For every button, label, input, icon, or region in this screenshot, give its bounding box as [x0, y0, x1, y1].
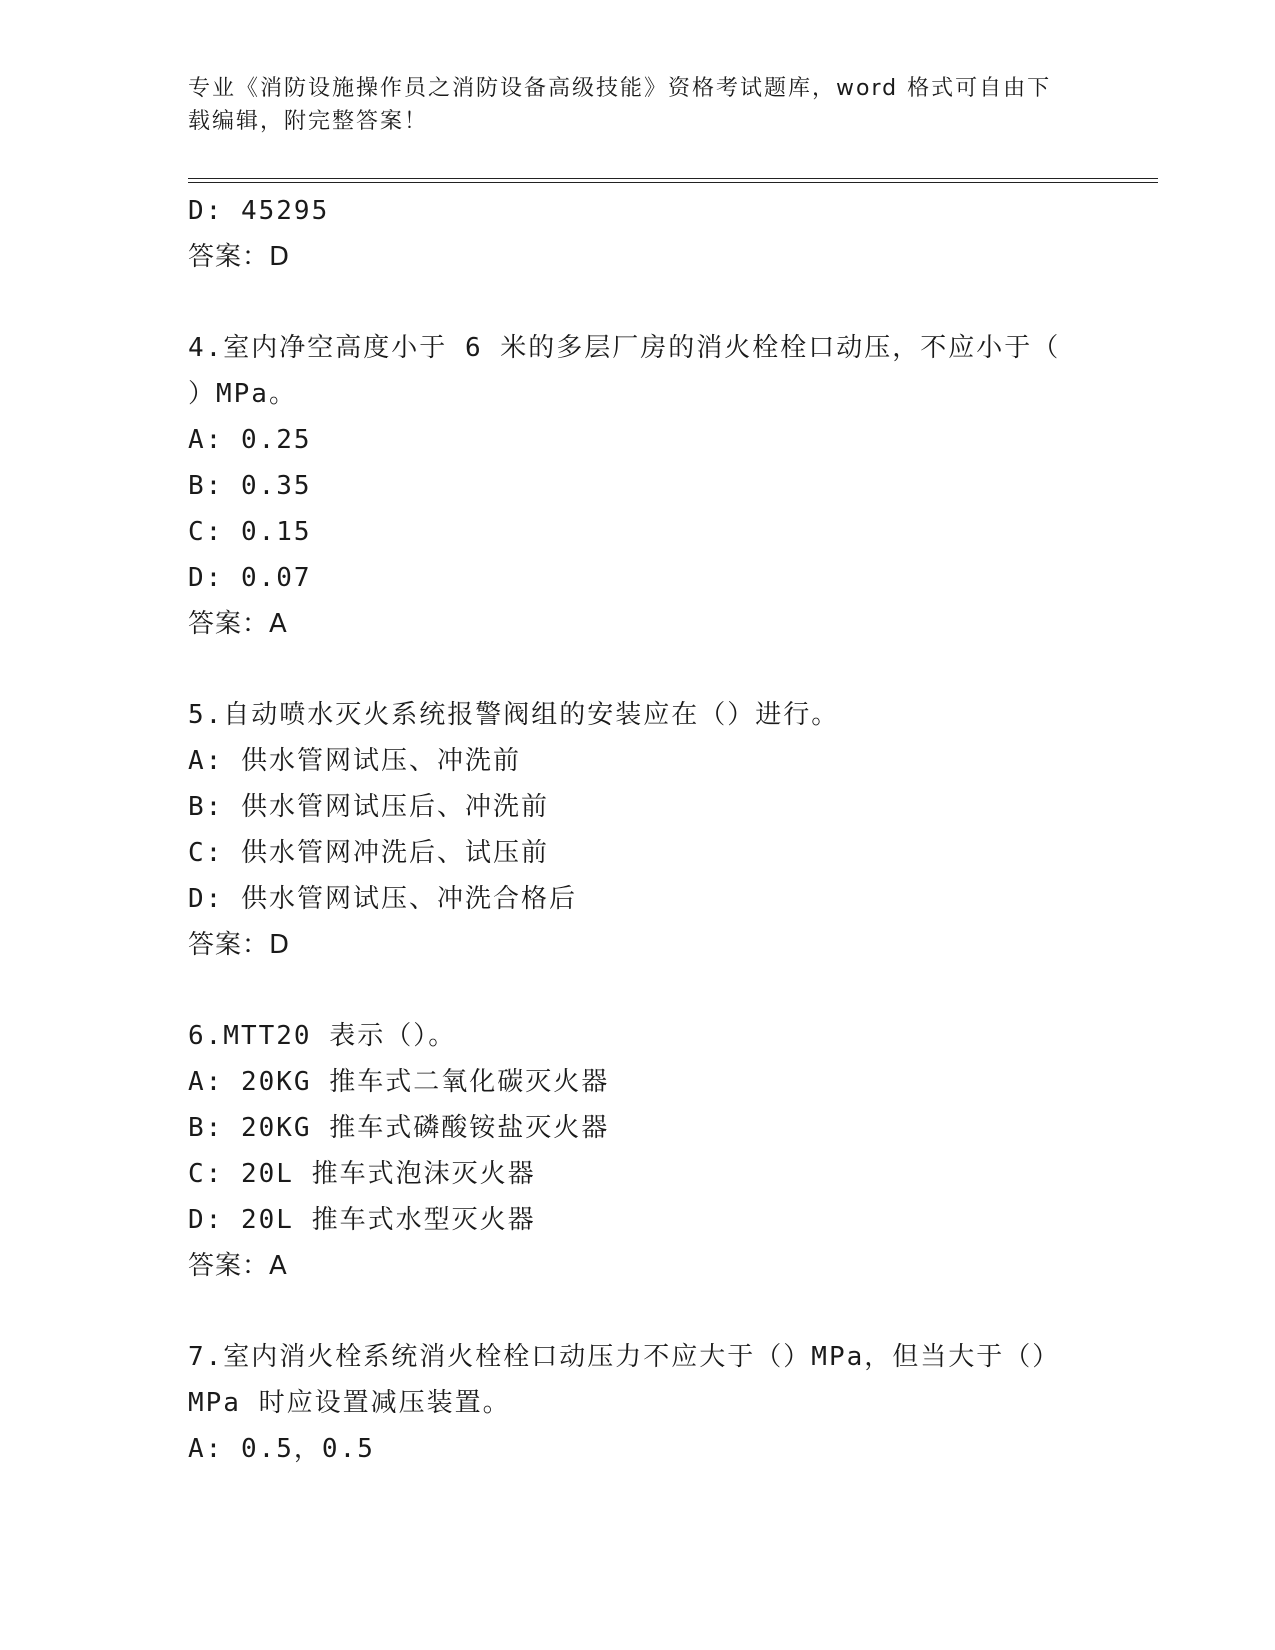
q6-answer: 答案：A — [188, 1251, 288, 1281]
q5-answer: 答案：D — [188, 930, 291, 960]
q5-stem-line-1: 5.自动喷水灭火系统报警阀组的安装应在（）进行。 — [188, 700, 840, 730]
q7-stem-line-2: MPa 时应设置减压装置。 — [188, 1388, 511, 1418]
q4-answer: 答案：A — [188, 609, 288, 639]
header-line-2: 载编辑，附完整答案！ — [188, 109, 429, 134]
q4-option-c: C: 0.15 — [188, 517, 312, 547]
q7-option-a: A: 0.5，0.5 — [188, 1434, 375, 1464]
q5-option-d: D: 供水管网试压、冲洗合格后 — [188, 884, 577, 914]
q3-option-d: D: 45295 — [188, 196, 330, 226]
q6-option-a: A: 20KG 推车式二氧化碳灭火器 — [188, 1067, 610, 1097]
q4-option-a: A: 0.25 — [188, 425, 312, 455]
header-line-1: 专业《消防设施操作员之消防设备高级技能》资格考试题库，word 格式可自由下 — [188, 76, 1052, 101]
q5-option-c: C: 供水管网冲洗后、试压前 — [188, 838, 549, 868]
q6-option-b: B: 20KG 推车式磷酸铵盐灭火器 — [188, 1113, 610, 1143]
q5-option-a: A: 供水管网试压、冲洗前 — [188, 746, 521, 776]
q4-option-d: D: 0.07 — [188, 563, 312, 593]
q6-option-d: D: 20L 推车式水型灭火器 — [188, 1205, 536, 1235]
q4-stem-line-1: 4.室内净空高度小于 6 米的多层厂房的消火栓栓口动压，不应小于（ — [188, 333, 1061, 363]
q5-option-b: B: 供水管网试压后、冲洗前 — [188, 792, 549, 822]
q7-stem-line-1: 7.室内消火栓系统消火栓栓口动压力不应大于（）MPa，但当大于（） — [188, 1342, 1061, 1372]
q4-stem-line-2: ）MPa。 — [188, 379, 297, 409]
q6-option-c: C: 20L 推车式泡沫灭火器 — [188, 1159, 536, 1189]
q6-stem-line-1: 6.MTT20 表示（）。 — [188, 1021, 457, 1051]
q3-answer: 答案：D — [188, 242, 291, 272]
header-divider — [188, 178, 1158, 183]
document-header — [188, 72, 1068, 138]
question-list — [188, 188, 1088, 1472]
q4-option-b: B: 0.35 — [188, 471, 312, 501]
